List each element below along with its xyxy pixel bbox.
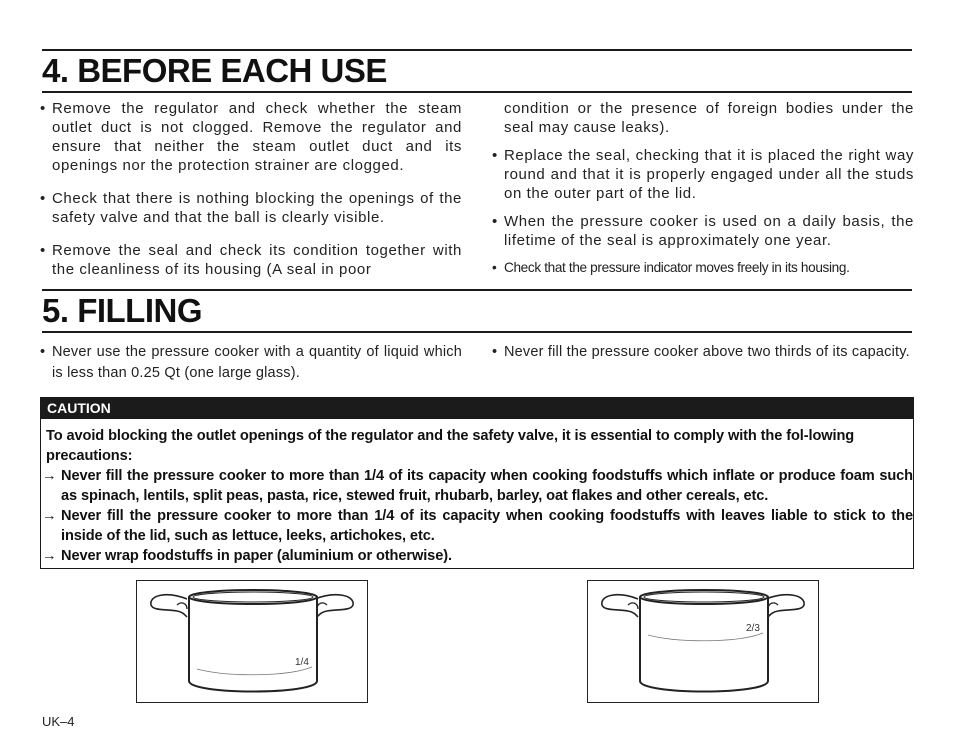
section5-right-column <box>492 342 914 363</box>
arrow-icon: → <box>42 508 57 524</box>
section5-bottom-rule <box>42 331 912 333</box>
section4-bottom-rule <box>42 91 912 93</box>
list-item <box>492 146 914 203</box>
arrow-icon: → <box>42 548 57 564</box>
section4-left-column <box>40 99 462 279</box>
pot-figure-two-thirds <box>587 580 819 703</box>
list-item <box>492 342 914 363</box>
bullet-icon: • <box>40 344 46 360</box>
bullet-text: condition or the presence of foreign bodies under the seal may cause leaks). <box>504 100 914 136</box>
bullet-text: Replace the seal, checking that it is placed the right way round and that it is properly engaged under all the studs on the outer part of the lid. <box>504 147 914 202</box>
list-item <box>492 212 914 250</box>
caution-box <box>40 397 914 569</box>
bullet-text: Never use the pressure cooker with a quantity of liquid which is less than 0.25 Qt (one large glass). <box>52 344 462 381</box>
bullet-text: Never fill the pressure cooker above two thirds of its capacity. <box>504 344 910 360</box>
bullet-text: Check that there is nothing blocking the openings of the safety valve and that the ball is clearly visible. <box>52 190 462 226</box>
bullet-icon: • <box>492 213 498 230</box>
section5-left-column <box>40 342 462 384</box>
caution-item <box>42 466 913 506</box>
caution-item <box>42 546 913 566</box>
bullet-icon: • <box>40 242 46 259</box>
caution-header: CAUTION <box>41 398 913 419</box>
list-item <box>40 189 462 227</box>
caution-intro: To avoid blocking the outlet openings of the regulator and the safety valve, it is essential to comply with the fol-lowing precautions: <box>46 428 855 464</box>
caution-item <box>42 506 913 546</box>
bullet-text: Remove the regulator and check whether the steam outlet duct is not clogged. Remove the regulator and ensure that neither the steam outlet duct and its openings nor the protection strainer are clogged. <box>52 100 462 174</box>
bullet-text: When the pressure cooker is used on a daily basis, the lifetime of the seal is approximately one year. <box>504 213 914 249</box>
caution-item-text: Never wrap foodstuffs in paper (aluminium or otherwise). <box>61 548 452 564</box>
arrow-icon: → <box>42 468 57 484</box>
list-item <box>40 342 462 384</box>
bullet-icon: • <box>492 147 498 164</box>
bullet-icon: • <box>492 260 497 275</box>
bullet-icon: • <box>40 190 46 207</box>
bullet-text: Remove the seal and check its condition together with the cleanliness of its housing (A seal in poor <box>52 242 462 278</box>
bullet-text: Check that the pressure indicator moves freely in its housing. <box>504 260 850 275</box>
fill-level-label: 1/4 <box>295 657 309 668</box>
section4-top-rule <box>42 49 912 51</box>
caution-item-text: Never fill the pressure cooker to more than 1/4 of its capacity when cooking foodstuffs with leaves liable to stick to the inside of the lid, such as lettuce, leeks, artichokes, etc. <box>61 508 913 544</box>
section5-top-rule <box>42 289 912 291</box>
pot-illustration-two-thirds <box>588 581 818 702</box>
pot-figure-quarter <box>136 580 368 703</box>
list-item-continuation <box>492 99 914 137</box>
page-number: UK–4 <box>42 714 75 729</box>
list-item <box>40 99 462 175</box>
section4-right-column <box>492 99 914 277</box>
section5-title: 5. FILLING <box>42 292 202 329</box>
fill-level-label: 2/3 <box>746 623 760 634</box>
bullet-icon: • <box>40 100 46 117</box>
bullet-icon: • <box>492 344 498 360</box>
pot-illustration-quarter <box>137 581 367 702</box>
list-item <box>40 241 462 279</box>
list-item <box>492 258 914 277</box>
caution-body <box>41 419 913 566</box>
section4-title: 4. BEFORE EACH USE <box>42 52 387 89</box>
caution-item-text: Never fill the pressure cooker to more than 1/4 of its capacity when cooking foodstuffs which inflate or produce foam such as spinach, lentils, split peas, pasta, rice, stewed fruit, rhubarb, barley, oat flakes and other cereals, etc. <box>61 468 913 504</box>
